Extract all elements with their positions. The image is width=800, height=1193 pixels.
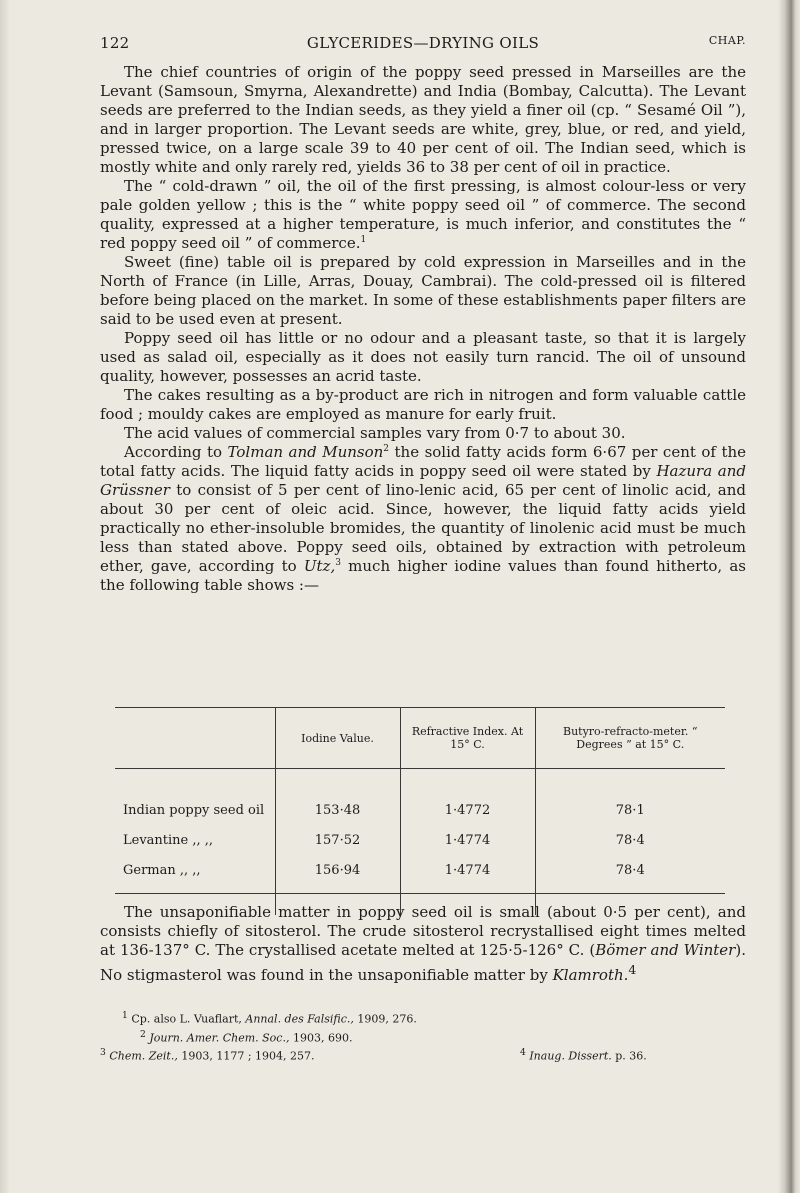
paragraph-text: According to bbox=[124, 443, 228, 461]
footnote-number: 2 bbox=[140, 1028, 146, 1040]
table-row bbox=[115, 769, 725, 826]
footnote-text: Cp. also L. Vuaflart, bbox=[131, 1012, 246, 1026]
paragraph-text: The acid values of commercial samples vary from 0·7 to about 30. bbox=[124, 424, 626, 442]
footnote-number: 4 bbox=[520, 1047, 526, 1059]
footnote-4 bbox=[520, 1045, 647, 1064]
footnote-text: p. 36. bbox=[611, 1049, 647, 1063]
table-cell: Indian poppy seed oil bbox=[123, 802, 265, 818]
table-row bbox=[115, 825, 725, 855]
footnote-journal: Annal. des Falsific., bbox=[245, 1012, 354, 1026]
footnote-text: 1903, 1177 ; 1904, 257. bbox=[177, 1049, 315, 1063]
paragraph-fatty-acids bbox=[100, 443, 746, 595]
paragraph-text: to consist of 5 per cent of lino-lenic acid, 65 per cent of linolic acid, and about 30 per cent of oleic acid. Since, however, the liquid fatty acids yield practically no ether-insoluble bromides, the quantity of linolenic acid must be much less than stated above. Poppy seed oils, obtained by extraction with petroleum ether, gave, according to bbox=[100, 481, 746, 575]
paragraph-text: The unsaponifiable matter in poppy seed oil is small (about 0·5 per cent), and consists chiefly of sitosterol. The crude sitosterol recrystallised eight times melted at 136-137° C. The crystallised acetate melted at 125·5-126° C. ( bbox=[100, 903, 746, 959]
running-header bbox=[100, 34, 746, 58]
citation: Tolman and Munson bbox=[227, 443, 384, 461]
paragraph-text: much higher iodine values than found hitherto, as the following table shows :— bbox=[100, 557, 746, 594]
citation: Hazura and Grüssner bbox=[100, 462, 746, 499]
paragraph-text: the solid fatty acids form 6·67 per cent of the total fatty acids. The liquid fatty acids in poppy seed oil were stated by bbox=[100, 443, 747, 480]
paragraph-unsaponifiable bbox=[100, 903, 746, 985]
paragraph-odour bbox=[100, 329, 746, 386]
table-header-cell: Refractive Index. At 15° C. bbox=[400, 708, 535, 769]
footnote-journal: Journ. Amer. Chem. Soc., bbox=[149, 1031, 290, 1045]
table-header-row bbox=[115, 708, 725, 769]
paragraph-text: Poppy seed oil has little or no odour and a pleasant taste, so that it is largely used as salad oil, especially as it does not easily turn rancid. The oil of unsound quality, however, possesses an acrid taste. bbox=[100, 329, 746, 385]
citation: Klamroth. bbox=[552, 966, 629, 984]
table-header-cell: Butyro-refracto-meter. “ Degrees ” at 15° C. bbox=[535, 708, 725, 769]
citation: Bömer and Winter bbox=[595, 941, 736, 959]
paragraph-text: The cakes resulting as a by-product are rich in nitrogen and form valuable cattle food ; mouldy cakes are employed as manure for early fruit. bbox=[100, 386, 746, 423]
table-header-cell: Iodine Value. bbox=[275, 708, 400, 769]
paragraph-text: ). No stigmasterol was found in the unsaponifiable matter by bbox=[100, 941, 746, 984]
footnote-journal: Inaug. Dissert. bbox=[529, 1049, 612, 1063]
table-cell: 1·4774 bbox=[400, 825, 535, 855]
footnote-ref: 2 bbox=[383, 444, 390, 454]
paragraph-table-oil bbox=[100, 253, 746, 329]
footnote-text: 1909, 276. bbox=[353, 1012, 417, 1026]
table-cell: 157·52 bbox=[275, 825, 400, 855]
oil-properties-table bbox=[115, 707, 725, 894]
footnote-1 bbox=[100, 1008, 746, 1027]
footnotes bbox=[100, 1008, 746, 1063]
page-left-edge bbox=[0, 0, 10, 1193]
body-text bbox=[100, 63, 746, 595]
footnote-number: 1 bbox=[122, 1010, 128, 1021]
footnote-journal: Chem. Zeit., bbox=[109, 1049, 178, 1063]
paragraph-text: Sweet (fine) table oil is prepared by cold expression in Marseilles and in the North of France (in Lille, Arras, Douay, Cambrai). The cold-pressed oil is filtered before being placed on the market. In some of these establishments paper filters are said to be used even at present. bbox=[100, 253, 746, 328]
paragraph-text: The chief countries of origin of the poppy seed pressed in Marseilles are the Levant (Samsoun, Smyrna, Alexandrette) and India (Bombay, Calcutta). The Levant seeds are preferred to the Indian seeds, as they yield a finer oil (cp. “ Sesamé Oil ”), and in larger proportion. The Levant seeds are white, grey, blue, or red, and yield, pressed twice, on a large scale 39 to 40 per cent of oil. The Indian seed, which is mostly white and only rarely red, yields 36 to 38 per cent of oil in practice. bbox=[100, 63, 746, 176]
footnote-ref: 3 bbox=[335, 558, 341, 568]
page-binding-shadow bbox=[778, 0, 800, 1193]
paragraph-acid-values bbox=[100, 424, 746, 443]
footnote-text: 1903, 690. bbox=[289, 1031, 353, 1045]
table-cell: 1·4772 bbox=[400, 769, 535, 826]
paragraph-text: The “ cold-drawn ” oil, the oil of the first pressing, is almost colour-less or very pale golden yellow ; this is the “ white poppy seed oil ” of commerce. The second quality, expressed at a higher temperature, is much inferior, and constitutes the “ red poppy seed oil ” of commerce. bbox=[100, 177, 746, 252]
footnote-ref: 4 bbox=[628, 962, 637, 977]
chapter-label: CHAP. bbox=[708, 34, 746, 47]
table-cell: 153·48 bbox=[275, 769, 400, 826]
table-cell: 78·4 bbox=[535, 825, 725, 855]
footnote-2 bbox=[100, 1027, 746, 1046]
table-header-cell bbox=[115, 708, 275, 769]
footnote-ref: 1 bbox=[360, 235, 367, 245]
table-cell: 78·1 bbox=[535, 769, 725, 826]
page-number: 122 bbox=[100, 34, 130, 52]
running-title: GLYCERIDES—DRYING OILS bbox=[306, 34, 540, 52]
table-cell: 156·94 bbox=[275, 855, 400, 915]
table-cell: 1·4774 bbox=[400, 855, 535, 915]
citation: Utz, bbox=[303, 557, 336, 575]
footnote-3 bbox=[100, 1045, 315, 1064]
paragraph-cakes bbox=[100, 386, 746, 424]
paragraph-cold-drawn bbox=[100, 177, 746, 253]
table-cell: German ,, ,, bbox=[123, 862, 201, 878]
table-cell: 78·4 bbox=[535, 855, 725, 915]
footnote-row bbox=[100, 1045, 746, 1063]
closing-text bbox=[100, 903, 746, 985]
paragraph-origin bbox=[100, 63, 746, 177]
table-cell: Levantine ,, ,, bbox=[123, 832, 214, 848]
footnote-number: 3 bbox=[100, 1047, 106, 1059]
